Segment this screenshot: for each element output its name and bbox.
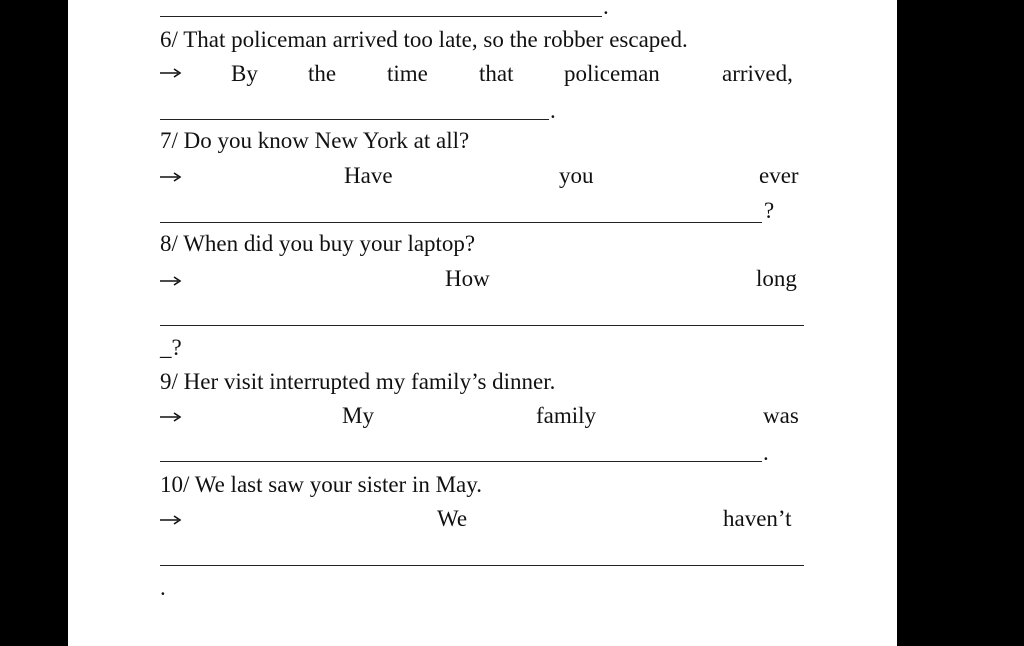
answer-line-7 xyxy=(160,222,762,223)
end-mark-6: . xyxy=(550,98,556,123)
question-8: 8/ When did you buy your laptop? xyxy=(160,231,476,256)
prompt-word: arrived, xyxy=(722,61,793,86)
question-10: 10/ We last saw your sister in May. xyxy=(160,472,483,497)
end-mark-7: ? xyxy=(764,198,775,223)
prompt-word: family xyxy=(536,403,597,428)
answer-line-10 xyxy=(160,565,804,566)
question-9: 9/ Her visit interrupted my family’s dinner. xyxy=(160,369,556,394)
prompt-word: time xyxy=(387,61,428,86)
arrow-icon xyxy=(160,172,182,182)
prompt-word: Have xyxy=(344,163,393,188)
prompt-word: the xyxy=(308,61,337,86)
end-mark-5: . xyxy=(603,0,609,19)
prompt-word: How xyxy=(445,266,490,291)
prompt-word: haven’t xyxy=(723,506,792,531)
answer-line-8 xyxy=(160,325,804,326)
answer-line-6 xyxy=(160,119,549,120)
arrow-icon xyxy=(160,68,182,78)
answer-line-9 xyxy=(160,461,762,462)
end-mark-8: _? xyxy=(160,335,182,360)
answer-line-5 xyxy=(160,16,602,17)
arrow-icon xyxy=(160,276,182,286)
prompt-word: ever xyxy=(759,163,799,188)
prompt-word: you xyxy=(559,163,594,188)
question-7: 7/ Do you know New York at all? xyxy=(160,128,470,153)
arrow-icon xyxy=(160,515,182,525)
end-mark-10: . xyxy=(160,575,166,600)
prompt-word: policeman xyxy=(564,61,660,86)
prompt-word: long xyxy=(756,266,797,291)
prompt-word: My xyxy=(342,403,374,428)
arrow-icon xyxy=(160,412,182,422)
prompt-word: that xyxy=(479,61,514,86)
prompt-word: By xyxy=(231,61,258,86)
question-6: 6/ That policeman arrived too late, so the robber escaped. xyxy=(160,27,688,52)
end-mark-9: . xyxy=(763,440,769,465)
prompt-word: was xyxy=(763,403,799,428)
prompt-word: We xyxy=(437,506,468,531)
worksheet-page xyxy=(68,0,897,646)
